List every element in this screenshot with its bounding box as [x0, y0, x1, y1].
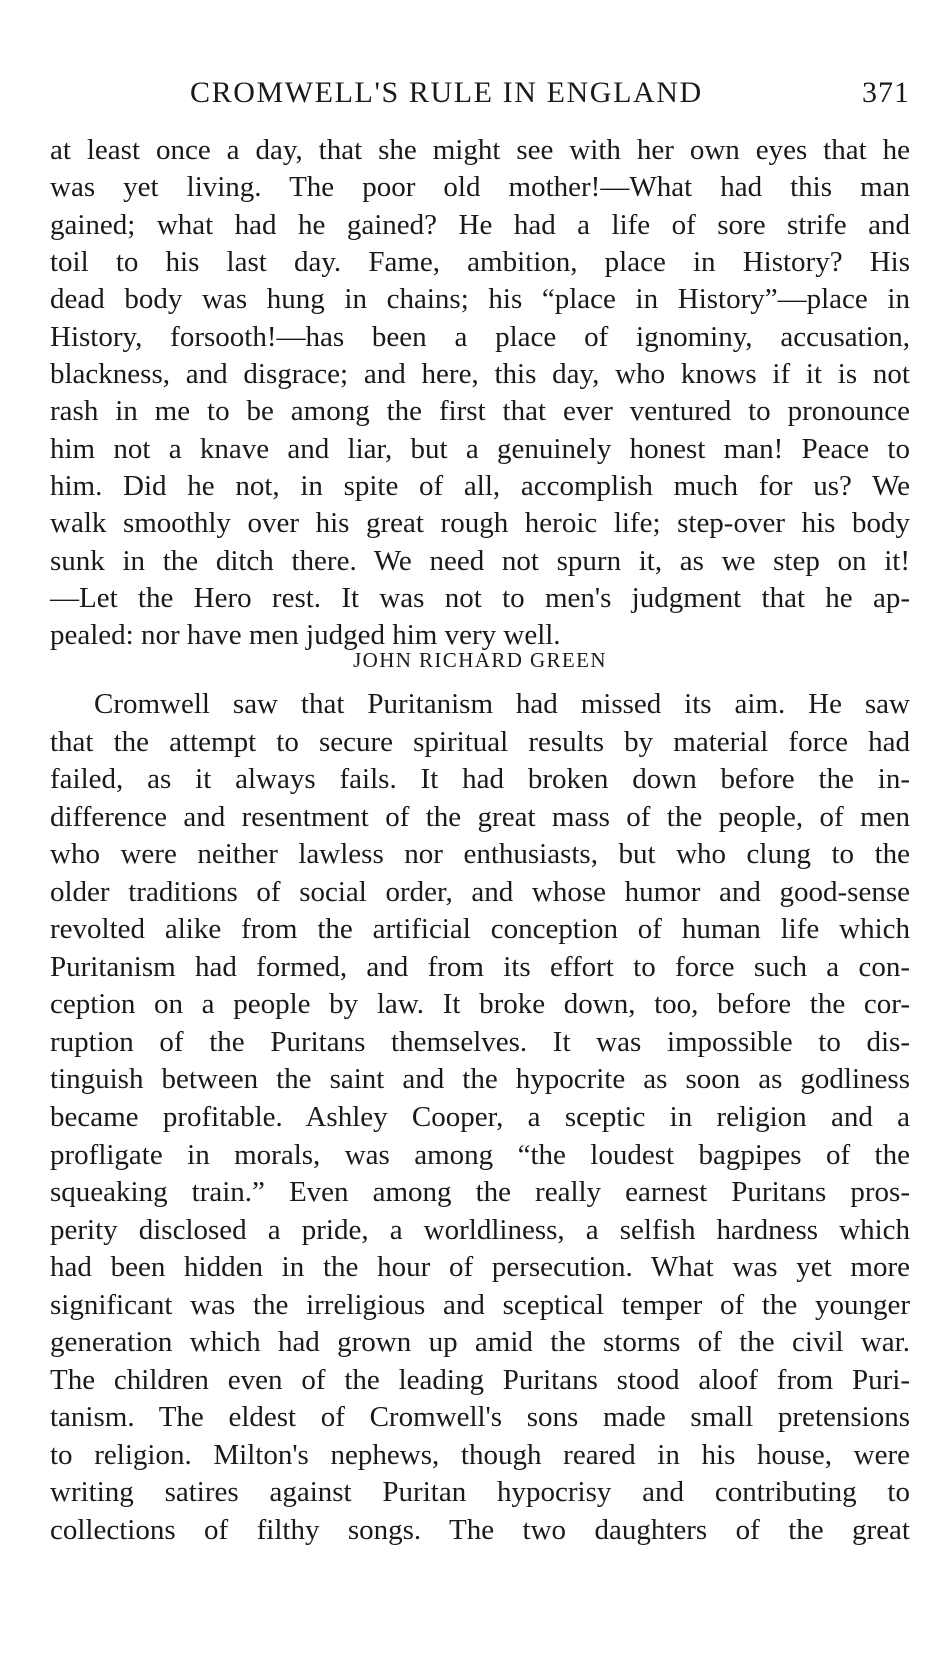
text-line: —Let the Hero rest. It was not to men's judgment that he ap- [50, 582, 910, 615]
running-title: CROMWELL'S RULE IN ENGLAND [190, 76, 703, 109]
text-line: older traditions of social order, and whose humor and good-sense [50, 875, 910, 908]
text-line: writing satires against Puritan hypocrisy and contributing to [50, 1476, 910, 1509]
text-line: squeaking train.” Even among the really earnest Puritans pros- [50, 1176, 910, 1209]
text-line: tinguish between the saint and the hypocrite as soon as godliness [50, 1063, 910, 1096]
text-line: significant was the irreligious and sceptical temper of the younger [50, 1288, 910, 1321]
text-line: revolted alike from the artificial conception of human life which [50, 913, 910, 946]
text-line: Cromwell saw that Puritanism had missed its aim. He saw [94, 688, 910, 720]
text-line: dead body was hung in chains; his “place in History”—place in [50, 283, 910, 316]
text-line: The children even of the leading Puritans stood aloof from Puri- [50, 1363, 910, 1396]
text-line: pealed: nor have men judged him very well. [50, 619, 561, 652]
text-line: Puritanism had formed, and from its effort to force such a con- [50, 950, 910, 983]
text-line: failed, as it always fails. It had broken down before the in- [50, 763, 910, 796]
text-line: collections of filthy songs. The two daughters of the great [50, 1514, 910, 1547]
running-head [50, 76, 910, 116]
text-line: that the attempt to secure spiritual results by material force had [50, 725, 910, 758]
text-line: walk smoothly over his great rough heroic life; step-over his body [50, 507, 910, 540]
text-line: perity disclosed a pride, a worldliness, a selfish hardness which [50, 1213, 910, 1246]
text-line: rash in me to be among the first that ever ventured to pronounce [50, 395, 910, 428]
text-line: difference and resentment of the great mass of the people, of men [50, 800, 910, 833]
text-line: ception on a people by law. It broke down, too, before the cor- [50, 988, 910, 1021]
text-line: had been hidden in the hour of persecution. What was yet more [50, 1251, 910, 1284]
text-line: at least once a day, that she might see with her own eyes that he [50, 134, 910, 166]
book-page [50, 0, 910, 1668]
text-line: him not a knave and liar, but a genuinely honest man! Peace to [50, 432, 910, 465]
text-line: who were neither lawless nor enthusiasts, but who clung to the [50, 838, 910, 871]
text-line: gained; what had he gained? He had a life of sore strife and [50, 208, 910, 241]
green-paragraph [50, 686, 910, 1550]
text-line: tanism. The eldest of Cromwell's sons made small pretensions [50, 1401, 910, 1434]
text-line: History, forsooth!—has been a place of ignominy, accusation, [50, 320, 910, 353]
text-line: to religion. Milton's nephews, though reared in his house, were [50, 1438, 910, 1471]
page-number: 371 [862, 76, 910, 109]
text-line: toil to his last day. Fame, ambition, place in History? His [50, 246, 910, 279]
text-line: sunk in the ditch there. We need not spurn it, as we step on it! [50, 544, 910, 577]
text-line: profligate in morals, was among “the loudest bagpipes of the [50, 1138, 910, 1171]
text-line: became profitable. Ashley Cooper, a sceptic in religion and a [50, 1101, 910, 1134]
carlyle-paragraph [50, 132, 910, 655]
text-line: him. Did he not, in spite of all, accomplish much for us? We [50, 470, 910, 503]
text-line: generation which had grown up amid the storms of the civil war. [50, 1326, 910, 1359]
text-line: was yet living. The poor old mother!—What had this man [50, 171, 910, 204]
text-line: ruption of the Puritans themselves. It was impossible to dis- [50, 1025, 910, 1058]
text-line: blackness, and disgrace; and here, this day, who knows if it is not [50, 358, 910, 391]
section-heading: JOHN RICHARD GREEN [353, 648, 607, 672]
